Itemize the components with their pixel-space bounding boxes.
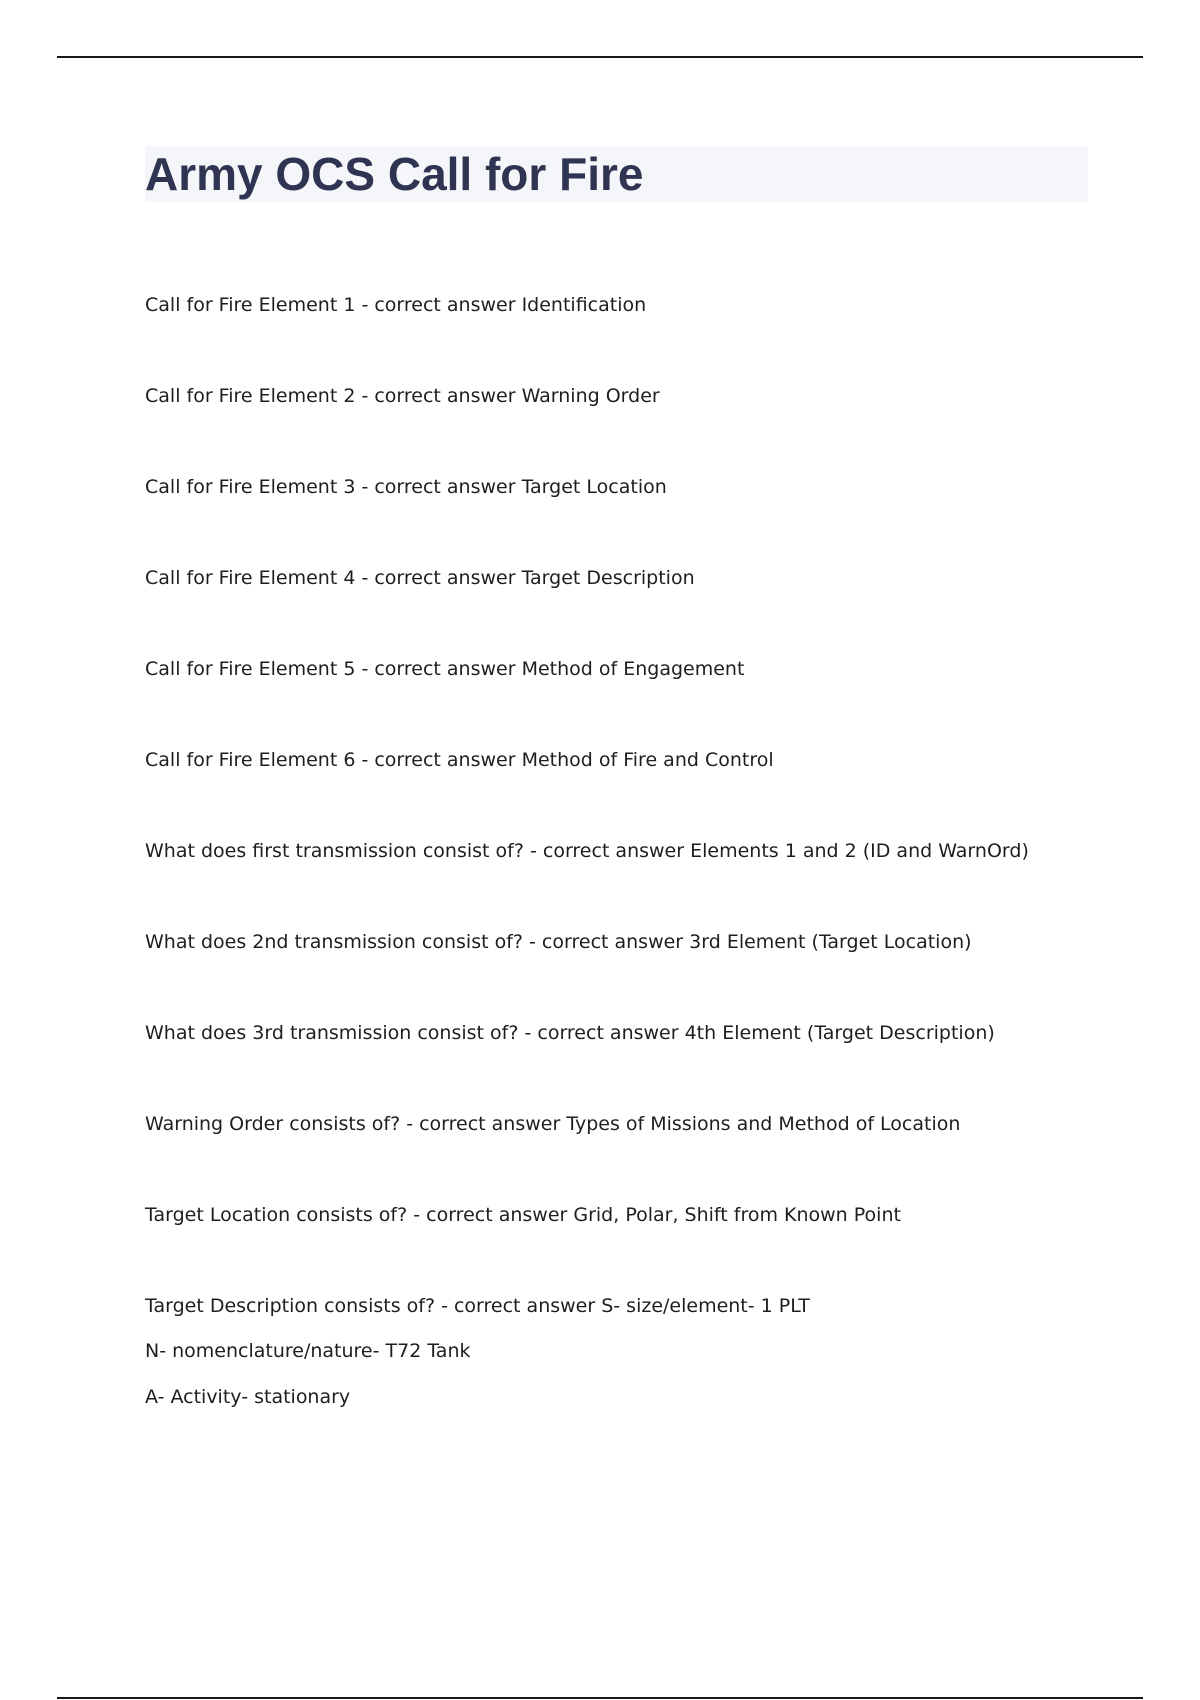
qa-item: Call for Fire Element 3 - correct answer Target Location xyxy=(145,476,667,498)
qa-item: What does 2nd transmission consist of? - correct answer 3rd Element (Target Location) xyxy=(145,931,972,953)
qa-item: Warning Order consists of? - correct answer Types of Missions and Method of Location xyxy=(145,1113,961,1135)
qa-item: Target Location consists of? - correct answer Grid, Polar, Shift from Known Point xyxy=(145,1204,901,1226)
qa-item: What does 3rd transmission consist of? - correct answer 4th Element (Target Description) xyxy=(145,1022,995,1044)
qa-item-continuation: N- nomenclature/nature- T72 Tank xyxy=(145,1340,471,1362)
qa-item: Call for Fire Element 4 - correct answer Target Description xyxy=(145,567,695,589)
document-title: Army OCS Call for Fire xyxy=(145,148,644,200)
qa-item: Target Description consists of? - correct answer S- size/element- 1 PLT xyxy=(145,1295,810,1317)
qa-item: Call for Fire Element 2 - correct answer Warning Order xyxy=(145,385,660,407)
qa-item: Call for Fire Element 5 - correct answer Method of Engagement xyxy=(145,658,745,680)
qa-item: Call for Fire Element 1 - correct answer Identification xyxy=(145,294,647,316)
qa-item-continuation: A- Activity- stationary xyxy=(145,1386,351,1408)
footer-rule xyxy=(57,1697,1143,1699)
header-rule xyxy=(57,56,1143,58)
qa-item: What does first transmission consist of? - correct answer Elements 1 and 2 (ID and WarnOrd) xyxy=(145,840,1029,862)
qa-item: Call for Fire Element 6 - correct answer Method of Fire and Control xyxy=(145,749,774,771)
